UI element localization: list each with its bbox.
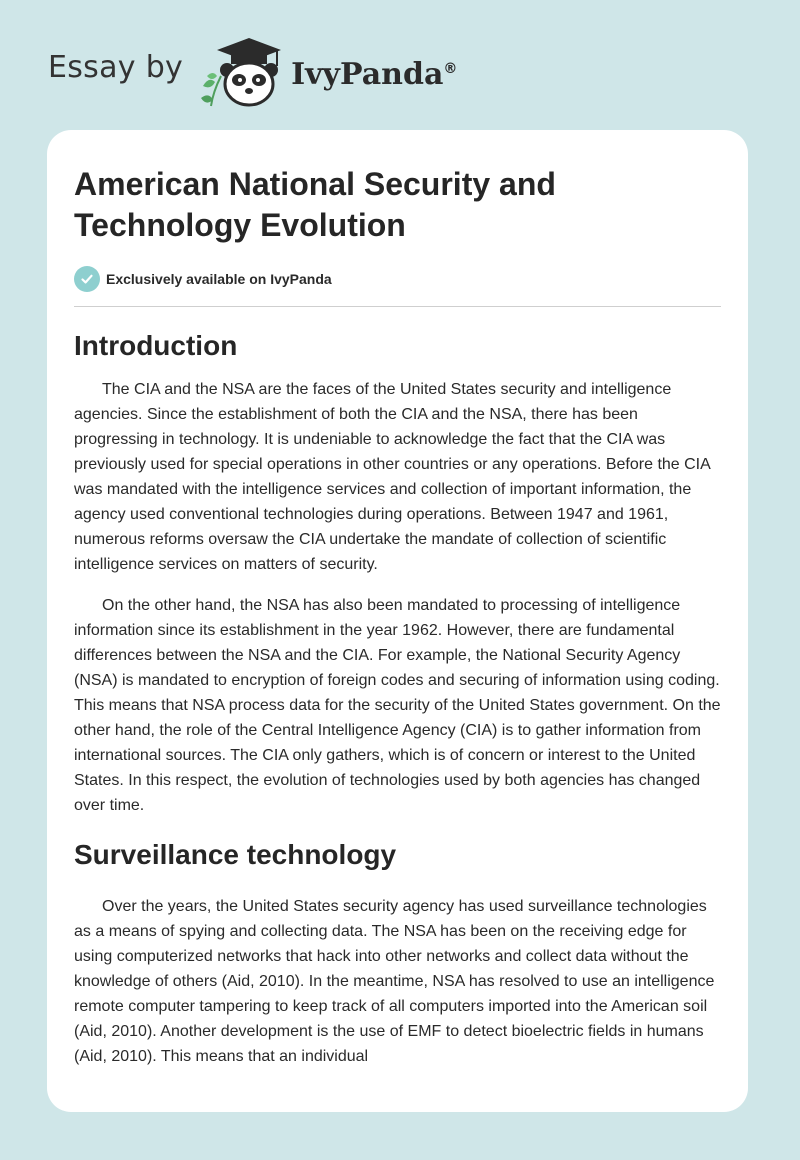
essay-card bbox=[47, 130, 748, 1112]
essay-title: American National Security and Technology Evolution bbox=[74, 166, 556, 243]
badge-text: Exclusively available on IvyPanda bbox=[106, 271, 332, 287]
registered-mark: ® bbox=[443, 60, 458, 77]
section-heading: Surveillance technology bbox=[74, 839, 397, 870]
brand-header[interactable] bbox=[48, 36, 457, 108]
divider bbox=[74, 306, 721, 307]
section-surveillance-technology bbox=[74, 838, 721, 1069]
brand-prefix: Essay by bbox=[48, 49, 184, 85]
brand-name bbox=[291, 57, 457, 92]
section-heading: Introduction bbox=[74, 330, 238, 361]
paragraph: The CIA and the NSA are the faces of the United States security and intelligence agencies. Since the establishment of both the CIA and the NSA, there has been progressing in technology. It is undeniable to acknowledge the fact that the CIA was previously used for special operations in other countries or any operations. Before the CIA was mandated with the intelligence services and collection of important information, the agency used conventional technologies during operations. Between 1947 and 1961, numerous reforms oversaw the CIA undertake the mandate of collection of scientific intelligence services on matters of security. bbox=[74, 381, 710, 573]
check-circle-icon bbox=[74, 266, 100, 292]
exclusive-badge bbox=[74, 266, 721, 292]
section-introduction bbox=[74, 329, 721, 818]
paragraph: On the other hand, the NSA has also been mandated to processing of intelligence information since its establishment in the year 1962. However, there are fundamental differences between the NSA and the CIA. For example, the National Security Agency (NSA) is mandated to encryption of foreign codes and securing of information using coding. This means that NSA process data for the security of the United States government. On the other hand, the role of the Central Intelligence Agency (CIA) is to gather information from international sources. The CIA only gathers, which is of concern or interest to the United States. In this respect, the evolution of technologies used by both agencies has changed over time. bbox=[74, 597, 721, 814]
brand-name-text: IvyPanda bbox=[291, 56, 444, 92]
paragraph: Over the years, the United States security agency has used surveillance technologies as a means of spying and collecting data. The NSA has been on the receiving edge for using computerized networks that hack into other networks and collect data without the knowledge of others (Aid, 2010). In the meantime, NSA has resolved to use an intelligence remote computer tampering to keep track of all computers imported into the American soil (Aid, 2010). Another development is the use of EMF to detect bioelectric fields in humans (Aid, 2010). This means that an individual bbox=[74, 898, 715, 1065]
panda-logo-icon bbox=[197, 36, 285, 108]
